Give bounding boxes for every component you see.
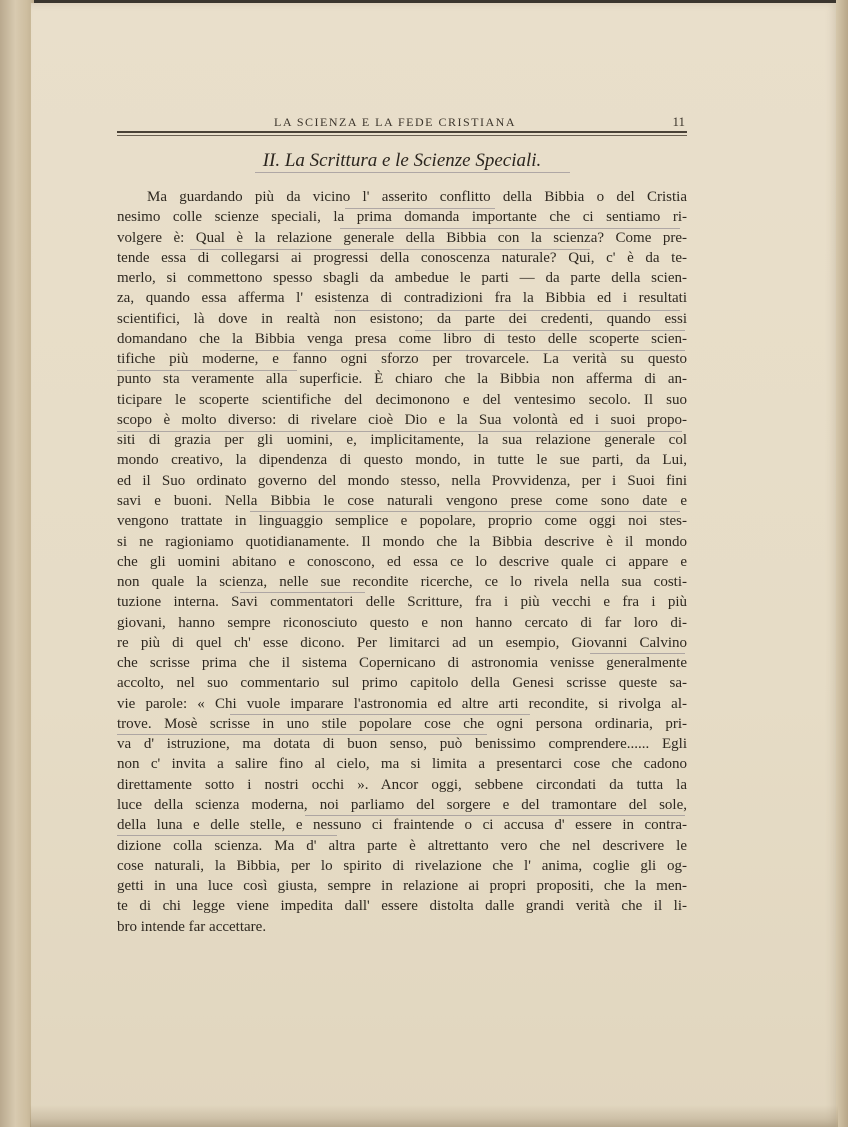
text-line: direttamente sotto i nostri occhi ». Ancor oggi, sebbene circondati da tutta la: [117, 776, 687, 793]
text-line: merlo, si commettono spesso sbagli da ambedue le parti — da parte della scien-: [117, 270, 687, 287]
previous-page-edge: [0, 0, 34, 1127]
text-line: domandano che la Bibbia venga presa come libro di testo delle scoperte scien-: [117, 330, 687, 347]
text-line: savi e buoni. Nella Bibbia le cose naturali vengono prese come sono date e: [117, 492, 687, 509]
text-line: scientifici, là dove in realtà non esistono; da parte dei credenti, quando essi: [117, 310, 687, 327]
text-line: getti in una luce così giusta, sempre in relazione ai propri propositi, che la men-: [117, 878, 687, 895]
text-line: ed il Suo ordinato governo del mondo stesso, nella Provvidenza, per i Suoi fini: [117, 472, 687, 489]
text-line: siti di grazia per gli uomini, e, implicitamente, la sua relazione generale col: [117, 432, 687, 449]
pencil-underline: [255, 172, 570, 173]
page-bottom-shadow: [30, 1105, 838, 1127]
text-line: re più di quel ch' esse dicono. Per limitarci ad un esempio, Giovanni Calvino: [117, 634, 687, 651]
text-line: non quale la scienza, nelle sue recondite ricerche, ce lo rivela nella sua costi-: [117, 574, 687, 591]
text-line: Ma guardando più da vicino l' asserito conflitto della Bibbia o del Cristia: [147, 189, 687, 205]
text-line: va d' istruzione, ma dotata di buon senso, può benissimo comprendere...... Egli: [117, 736, 687, 753]
text-line: punto sta veramente alla superficie. È chiaro che la Bibbia non afferma di an-: [117, 371, 687, 388]
running-header: LA SCIENZA E LA FEDE CRISTIANA: [273, 115, 516, 129]
text-line: luce della scienza moderna, noi parliamo del sorgere e del tramontare del sole,: [117, 796, 687, 813]
text-line: giovani, hanno sempre riconosciuto questo e non hanno cercato di far loro di-: [117, 614, 687, 631]
text-line: si ne ragioniamo quotidianamente. Il mondo che la Bibbia descrive è il mondo: [117, 533, 687, 550]
section-title: II. La Scrittura e le Scienze Speciali.: [262, 150, 542, 171]
text-line: trove. Mosè scrisse in uno stile popolare cose che ogni persona ordinaria, pri-: [117, 715, 687, 732]
text-line: non c' invita a salire fino al cielo, ma si limita a presentarci cose che cadono: [117, 756, 687, 773]
text-line: tifiche più moderne, e fanno ogni sforzo per trovarcele. La verità su questo: [117, 351, 687, 368]
text-line: che gli uomini abitano e conoscono, ed essa ce lo descrive quale ci appare e: [117, 553, 687, 570]
text-line: te di chi legge viene impedita dall' essere distolta dalle grandi verità che il li-: [117, 898, 687, 915]
body-paragraph: [117, 187, 687, 937]
text-line: che scrisse prima che il sistema Copernicano di astronomia venisse generalmente: [117, 655, 687, 672]
text-line: ticipare le scoperte scientifiche del decimonono e del ventesimo secolo. Il suo: [117, 391, 687, 408]
page-fore-edge: [836, 0, 848, 1127]
text-line: cose naturali, la Bibbia, per lo spirito di rivelazione che l' anima, coglie gli og-: [117, 857, 687, 874]
text-line: tende essa di collegarsi ai progressi della conoscenza naturale? Qui, c' è da te-: [117, 249, 687, 266]
page-number: 11: [672, 114, 685, 129]
text-line: mondo creativo, la dipendenza di questo mondo, in tutte le sue parti, da Lui,: [117, 452, 687, 469]
text-line: tuzione interna. Savi commentatori delle Scritture, fra i più vecchi e fra i più: [117, 594, 687, 611]
header-rule-thick: [117, 131, 687, 133]
text-line: volgere è: Qual è la relazione generale della Bibbia con la scienza? Come pre-: [117, 229, 687, 246]
text-line: dizione colla scienza. Ma d' altra parte è altrettanto vero che nel descrivere le: [117, 837, 687, 854]
text-line: za, quando essa afferma l' esistenza di contradizioni fra la Bibbia ed i resultati: [117, 290, 687, 307]
text-line: nesimo colle scienze speciali, la prima domanda importante che ci sentiamo ri-: [117, 209, 687, 226]
text-line: scopo è molto diverso: di rivelare cioè Dio e la Sua volontà ed i suoi propo-: [117, 411, 687, 428]
text-line: della luna e delle stelle, e nessuno ci fraintende o ci accusa d' essere in contra-: [117, 817, 687, 834]
text-line: accolto, nel suo commentario sul primo capitolo della Genesi scrisse queste sa-: [117, 675, 687, 692]
header-rule-thin: [117, 135, 687, 136]
text-line: vie parole: « Chi vuole imparare l'astronomia ed altre arti recondite, si rivolga al-: [117, 695, 687, 712]
text-line: vengono trattate in linguaggio semplice e popolare, proprio come oggi noi stes-: [117, 513, 687, 530]
text-line: bro intende far accettare.: [117, 918, 267, 935]
